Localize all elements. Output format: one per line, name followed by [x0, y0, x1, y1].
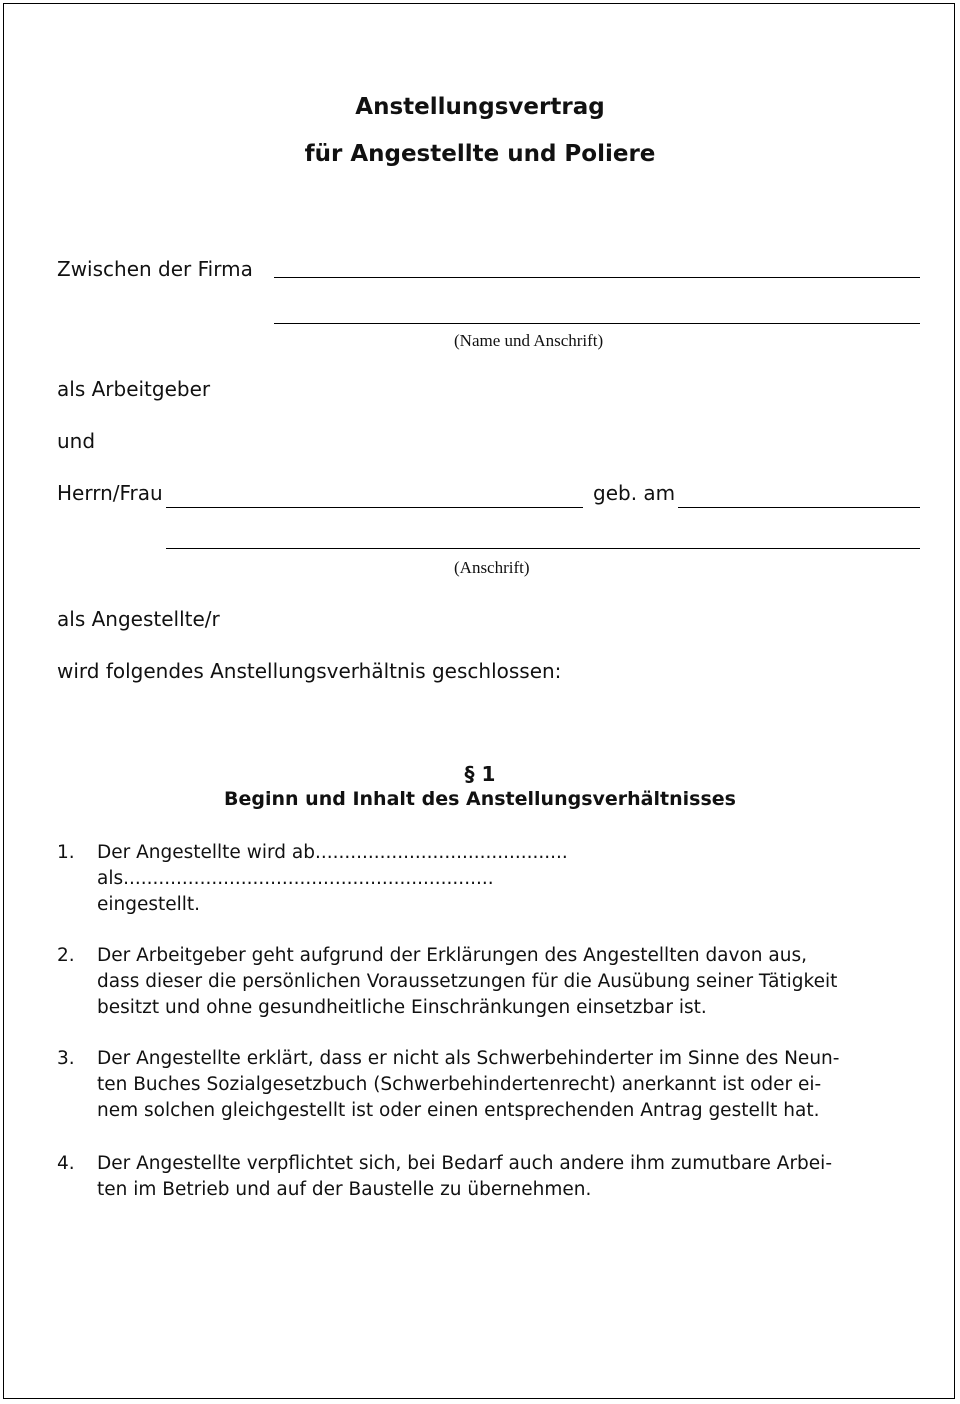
- document-subtitle: für Angestellte und Poliere: [304, 141, 656, 167]
- item-2-line: besitzt und ohne gesundheitliche Einschränkungen einsetzbar ist.: [97, 997, 707, 1018]
- item-1-line: Der Angestellte wird ab...........................................: [97, 842, 568, 863]
- item-3-text: [97, 1046, 897, 1124]
- item-2-number: 2.: [57, 945, 75, 966]
- employee-address-field-line[interactable]: [166, 548, 920, 549]
- item-2-line: Der Arbeitgeber geht aufgrund der Erklärungen des Angestellten davon aus,: [97, 945, 807, 966]
- item-3-line: ten Buches Sozialgesetzbuch (Schwerbehindertenrecht) anerkannt ist oder ei-: [97, 1074, 822, 1095]
- employee-name-field-line[interactable]: [166, 507, 583, 508]
- item-3-line: Der Angestellte erklärt, dass er nicht als Schwerbehinderter im Sinne des Neun-: [97, 1048, 840, 1069]
- concluded-text: wird folgendes Anstellungsverhältnis geschlossen:: [57, 659, 562, 683]
- born-label: geb. am: [593, 481, 676, 505]
- item-3-line: nem solchen gleichgestellt ist oder einen entsprechenden Antrag gestellt hat.: [97, 1100, 820, 1121]
- item-4-line: Der Angestellte verpflichtet sich, bei Bedarf auch andere ihm zumutbare Arbei-: [97, 1153, 832, 1174]
- company-name-field-line[interactable]: [274, 277, 920, 278]
- name-address-hint: (Name und Anschrift): [454, 331, 604, 350]
- item-2-line: dass dieser die persönlichen Voraussetzungen für die Ausübung seiner Tätigkeit: [97, 971, 838, 992]
- employer-label: als Arbeitgeber: [57, 377, 211, 401]
- item-1-line: eingestellt.: [97, 894, 201, 915]
- address-hint: (Anschrift): [454, 558, 530, 577]
- between-company-label: Zwischen der Firma: [57, 257, 253, 281]
- section-1-mark: § 1: [464, 762, 496, 786]
- item-3-number: 3.: [57, 1048, 75, 1069]
- item-1-number: 1.: [57, 842, 75, 863]
- item-4-text: [97, 1151, 897, 1203]
- item-4-number: 4.: [57, 1153, 75, 1174]
- item-4-line: ten im Betrieb und auf der Baustelle zu übernehmen.: [97, 1179, 592, 1200]
- birth-date-field-line[interactable]: [678, 507, 920, 508]
- and-label: und: [57, 429, 96, 453]
- mr-mrs-label: Herrn/Frau: [57, 481, 163, 505]
- company-address-field-line[interactable]: [274, 323, 920, 324]
- employee-label: als Angestellte/r: [57, 607, 220, 631]
- document-title: Anstellungsvertrag: [355, 94, 605, 120]
- item-2-text: [97, 943, 897, 1021]
- section-1-heading: Beginn und Inhalt des Anstellungsverhältnisses: [224, 788, 736, 810]
- item-1-line: als...............................................................: [97, 868, 494, 889]
- item-1-text: [97, 840, 897, 918]
